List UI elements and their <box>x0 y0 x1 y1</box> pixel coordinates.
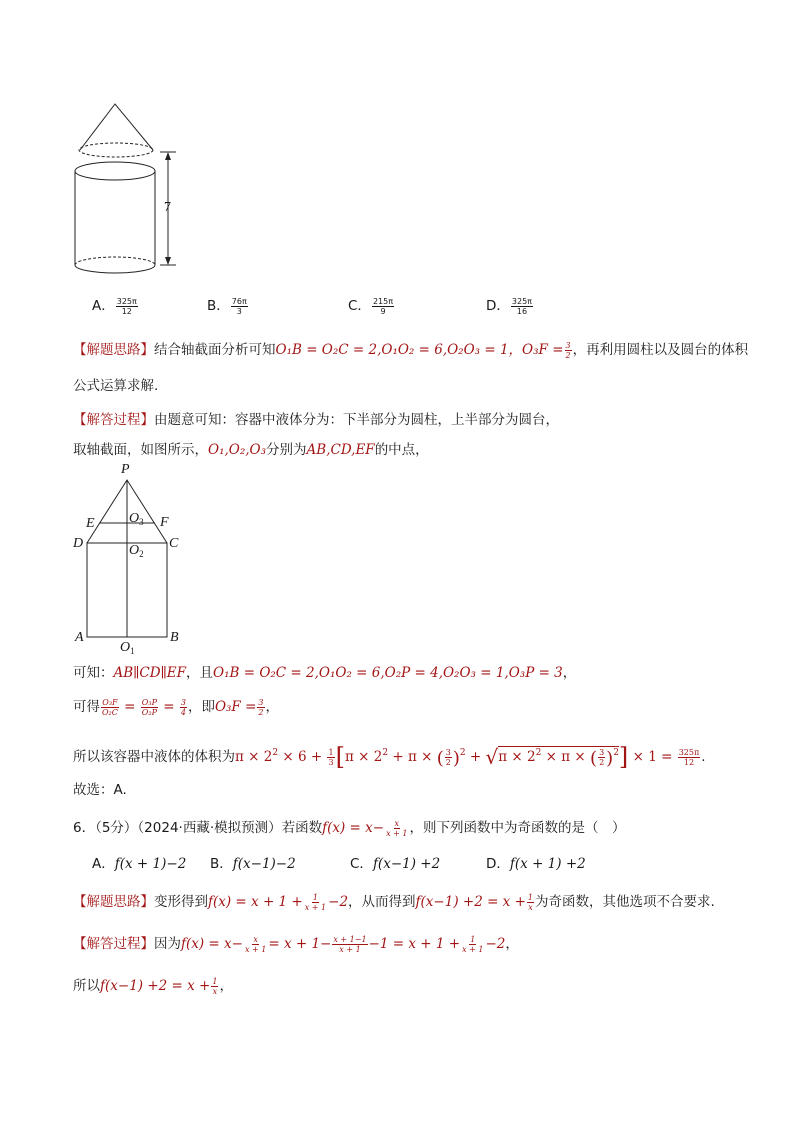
cone-cylinder-figure <box>60 100 200 280</box>
option-letter: A． <box>92 298 115 314</box>
process-text: 由题意可知：容器中液体分为：下半部分为圆柱，上半部分为圆台， <box>154 412 559 428</box>
label-p: P <box>121 462 130 477</box>
known-end: ， <box>562 665 577 681</box>
label-b: B <box>170 630 179 645</box>
q5-ratio-line: 可得 $\frac{\text{O₃F}}{\text{O₂C}}$ = $\frac{\text{O₃P}}{\text{O₂P}}$ = $\frac{3}{4}$ ，即O₃F = $\frac{3}{2}$ ， <box>73 697 279 717</box>
idea-tag: 【解题思路】 <box>73 894 154 910</box>
cylinder-top-ellipse <box>75 162 155 180</box>
ratio-result: O₃F = <box>214 699 257 715</box>
q6-option-c[interactable]: C．f(x−1) +2 <box>350 856 441 872</box>
q6-tail: ，则下列函数中为奇函数的是（ ） <box>409 820 626 836</box>
option-letter: C． <box>348 298 371 314</box>
cylinder-bottom-back <box>75 257 155 265</box>
option-d[interactable] <box>486 296 534 316</box>
ratio-text: 可得 <box>73 699 100 715</box>
q6-last-line: 所以f(x−1) +2 = x + $\frac{1}{x}$ ， <box>73 976 233 996</box>
volume-result-den: 12 <box>683 757 695 767</box>
dimension-arrow-up <box>165 152 171 160</box>
label-e: E <box>86 516 95 531</box>
q5-idea-line2: 公式运算求解. <box>73 378 159 394</box>
option-denominator: 3 <box>236 306 242 316</box>
option-denominator: 12 <box>121 306 132 316</box>
option-numerator: 76π <box>231 296 247 306</box>
option-numerator: 325π <box>511 296 532 306</box>
cone-base-ellipse <box>79 143 153 157</box>
volume-formula: $\pi \times 2^2 \times 6$ + $\frac{1}{3}$ [$\pi \times 2^2 + \pi$ × ( $\frac{3}{2}$ )$^2 + √\pi \times 2^2 \times \pi$ × ( $\frac{3}{2}$ )$^2$] × 1 = <box>235 743 677 771</box>
idea-tag: 【解题思路】 <box>73 342 154 358</box>
option-letter: B． <box>207 298 230 314</box>
label-o3: $O_3$ <box>129 511 144 527</box>
volume-text: 所以该容器中液体的体积为 <box>73 749 235 765</box>
option-c[interactable] <box>348 296 395 316</box>
volume-result-num: 325π <box>678 747 700 757</box>
q6-idea-line: 【解题思路】变形得到f(x) = x + 1 + $\frac{1}{x + 1}$ −2，从而得到f(x−1) +2 = x + $\frac{1}{x}$ 为奇函数，其他选项不合要求. <box>73 892 715 912</box>
label-d: D <box>73 536 84 551</box>
label-c: C <box>169 536 179 551</box>
cylinder-bottom-front <box>75 265 155 273</box>
parallel-segments: AB∥CD∥EF <box>113 665 187 681</box>
dimension-arrow-down <box>165 257 171 265</box>
q5-known-line <box>73 663 576 683</box>
idea-text-tail: ，再利用圆柱以及圆台的体积 <box>572 342 749 358</box>
option-b[interactable] <box>207 296 249 316</box>
label-o2: $O_2$ <box>129 543 144 559</box>
q5-volume-line: 所以该容器中液体的体积为$\pi \times 2^2 \times 6$ + $\frac{1}{3}$ [$\pi \times 2^2 + \pi$ × ( $\frac{3}{2}$ )$^2 + √\pi \times 2^2 \times \pi$ × ( $\frac{3}{2}$ )$^2$] × 1 = $\frac{325\pi}{12}$ . <box>73 743 706 771</box>
line-text: 分别为 <box>266 442 307 458</box>
option-denominator: 9 <box>380 306 386 316</box>
q6-option-d[interactable]: D．f(x + 1) +2 <box>486 856 586 872</box>
segments: AB,CD,EF <box>306 442 375 458</box>
q5-answer: 故选：A. <box>73 782 127 798</box>
height-label: 7 <box>164 200 171 215</box>
idea-equation: O₁B = O₂C = 2,O₁O₂ = 6,O₂O₃ = 1，O₃F = <box>275 342 564 358</box>
idea-text: 结合轴截面分析可知 <box>154 342 276 358</box>
process-tag: 【解答过程】 <box>73 412 154 428</box>
line-text: 的中点， <box>374 442 429 458</box>
q6-function: f(x) = x− <box>322 820 385 836</box>
process-tag: 【解答过程】 <box>73 936 154 952</box>
option-a[interactable] <box>92 296 139 316</box>
frac-denominator: 2 <box>565 350 571 360</box>
q6-option-a[interactable]: A．f(x + 1)−2 <box>92 856 187 872</box>
label-f: F <box>160 515 169 530</box>
option-numerator: 325π <box>116 296 137 306</box>
label-a: A <box>75 630 84 645</box>
q6-head: 6．（5分）（2024·西藏·模拟预测）若函数 <box>73 820 323 836</box>
line-text: 取轴截面，如图所示， <box>73 442 208 458</box>
q5-idea-line <box>73 340 748 360</box>
label-o1: $O_1$ <box>120 640 135 656</box>
q6-stem: 6．（5分）（2024·西藏·模拟预测）若函数f(x) = x− $\frac{x}{x + 1}$ ，则下列函数中为奇函数的是（ ） <box>73 818 626 838</box>
midpoints: O₁,O₂,O₃ <box>208 442 267 458</box>
known-lengths: O₁B = O₂C = 2,O₁O₂ = 6,O₂P = 4,O₂O₃ = 1,O₃P = 3 <box>213 665 563 681</box>
ratio-text: ，即 <box>187 699 215 715</box>
q6-process-line: 【解答过程】因为f(x) = x− $\frac{x}{x + 1}$ = x + 1− $\frac{x + 1-1}{x + 1}$ −1 = x + 1 + $\frac{1}{x + 1}$ −2， <box>73 934 519 954</box>
q6-option-b[interactable]: B．f(x−1)−2 <box>210 856 296 872</box>
known-text: 可知： <box>73 665 114 681</box>
option-denominator: 16 <box>516 306 528 316</box>
option-numerator: 215π <box>372 296 394 306</box>
option-letter: D． <box>486 298 510 314</box>
q5-process-line <box>73 410 559 430</box>
known-text: ，且 <box>186 665 214 681</box>
frac-numerator: 3 <box>565 340 571 350</box>
q5-axis-section-line <box>73 440 429 460</box>
